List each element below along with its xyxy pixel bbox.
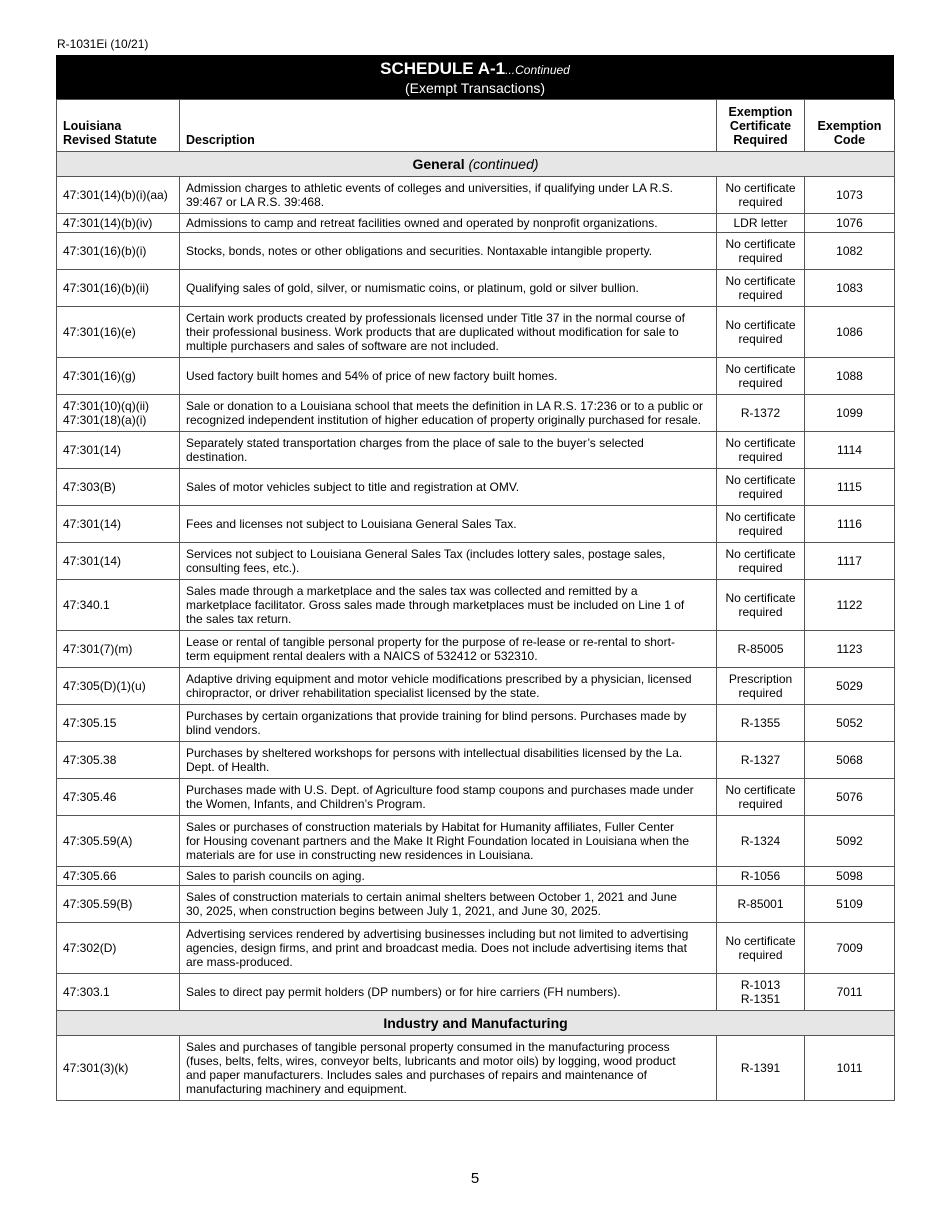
- certificate-cell: R-1372: [717, 395, 805, 432]
- table-row: [57, 395, 895, 432]
- code-cell: 5109: [805, 886, 895, 923]
- certificate-cell: LDR letter: [717, 214, 805, 233]
- code-cell: 1123: [805, 631, 895, 668]
- code-cell: 1114: [805, 432, 895, 469]
- code-cell: 5029: [805, 668, 895, 705]
- statute-cell: 47:301(16)(b)(ii): [57, 270, 180, 307]
- certificate-cell: No certificate required: [717, 580, 805, 631]
- statute-cell: 47:305.59(B): [57, 886, 180, 923]
- statute-cell: 47:305.59(A): [57, 816, 180, 867]
- form-id: R-1031Ei (10/21): [57, 37, 149, 51]
- code-cell: 1086: [805, 307, 895, 358]
- code-cell: 1073: [805, 177, 895, 214]
- certificate-cell: No certificate required: [717, 177, 805, 214]
- description-cell: Sales or purchases of construction materials by Habitat for Humanity affiliates, Fuller Center for Housing covenant partners and the Make It Right Foundation located in Louisiana when the materials are for use in constructing new residences in Louisiana.: [180, 816, 717, 867]
- table-row: [57, 705, 895, 742]
- schedule-sheet: [56, 55, 894, 1101]
- code-cell: 5092: [805, 816, 895, 867]
- table-row: [57, 867, 895, 886]
- code-cell: 7009: [805, 923, 895, 974]
- description-cell: Purchases made with U.S. Dept. of Agriculture food stamp coupons and purchases made under the Women, Infants, and Children’s Program.: [180, 779, 717, 816]
- code-cell: 5068: [805, 742, 895, 779]
- certificate-cell: R-1391: [717, 1036, 805, 1101]
- table-row: [57, 506, 895, 543]
- statute-cell: 47:301(14)(b)(i)(aa): [57, 177, 180, 214]
- certificate-cell: R-1324: [717, 816, 805, 867]
- statute-cell: 47:305.66: [57, 867, 180, 886]
- certificate-cell: Prescription required: [717, 668, 805, 705]
- code-cell: 1122: [805, 580, 895, 631]
- section-header: [57, 1011, 895, 1036]
- description-cell: Purchases by certain organizations that provide training for blind persons. Purchases made by blind vendors.: [180, 705, 717, 742]
- description-cell: Adaptive driving equipment and motor vehicle modifications prescribed by a physician, licensed chiropractor, or driver rehabilitation specialist licensed by the state.: [180, 668, 717, 705]
- statute-cell: 47:305.38: [57, 742, 180, 779]
- code-cell: 1088: [805, 358, 895, 395]
- code-cell: 1076: [805, 214, 895, 233]
- certificate-cell: No certificate required: [717, 543, 805, 580]
- description-cell: Services not subject to Louisiana General Sales Tax (includes lottery sales, postage sales, consulting fees, etc.).: [180, 543, 717, 580]
- code-cell: 7011: [805, 974, 895, 1011]
- statute-cell: 47:303.1: [57, 974, 180, 1011]
- table-row: [57, 580, 895, 631]
- description-cell: Advertising services rendered by advertising businesses including but not limited to advertising agencies, design firms, and print and broadcast media. Does not include advertising items that are mass-produced.: [180, 923, 717, 974]
- page-number: 5: [470, 1170, 480, 1187]
- statute-cell: 47:301(16)(e): [57, 307, 180, 358]
- code-cell: 5076: [805, 779, 895, 816]
- description-cell: Separately stated transportation charges from the place of sale to the buyer’s selected destination.: [180, 432, 717, 469]
- certificate-cell: No certificate required: [717, 923, 805, 974]
- statute-cell: 47:301(10)(q)(ii) 47:301(18)(a)(i): [57, 395, 180, 432]
- code-cell: 5098: [805, 867, 895, 886]
- header-certificate: Exemption Certificate Required: [717, 100, 805, 152]
- table-row: [57, 543, 895, 580]
- statute-cell: 47:301(16)(b)(i): [57, 233, 180, 270]
- description-cell: Purchases by sheltered workshops for persons with intellectual disabilities licensed by the La. Dept. of Health.: [180, 742, 717, 779]
- table-row: [57, 307, 895, 358]
- code-cell: 1083: [805, 270, 895, 307]
- table-row: [57, 1036, 895, 1101]
- schedule-banner: [56, 55, 894, 99]
- certificate-cell: R-1056: [717, 867, 805, 886]
- statute-cell: 47:305.46: [57, 779, 180, 816]
- description-cell: Admissions to camp and retreat facilities owned and operated by nonprofit organizations.: [180, 214, 717, 233]
- certificate-cell: No certificate required: [717, 233, 805, 270]
- description-cell: Used factory built homes and 54% of price of new factory built homes.: [180, 358, 717, 395]
- statute-cell: 47:301(7)(m): [57, 631, 180, 668]
- header-code: Exemption Code: [805, 100, 895, 152]
- statute-cell: 47:302(D): [57, 923, 180, 974]
- certificate-cell: No certificate required: [717, 779, 805, 816]
- schedule-title: SCHEDULE A-1: [380, 59, 506, 78]
- table-row: [57, 233, 895, 270]
- description-cell: Sales to direct pay permit holders (DP numbers) or for hire carriers (FH numbers).: [180, 974, 717, 1011]
- code-cell: 1116: [805, 506, 895, 543]
- header-description: Description: [180, 100, 717, 152]
- statute-cell: 47:301(14)(b)(iv): [57, 214, 180, 233]
- table-row: [57, 214, 895, 233]
- statute-cell: 47:305(D)(1)(u): [57, 668, 180, 705]
- description-cell: Stocks, bonds, notes or other obligations and securities. Nontaxable intangible property.: [180, 233, 717, 270]
- statute-cell: 47:301(14): [57, 543, 180, 580]
- table-row: [57, 886, 895, 923]
- section-title: General: [412, 156, 465, 172]
- statute-cell: 47:305.15: [57, 705, 180, 742]
- code-cell: 1011: [805, 1036, 895, 1101]
- description-cell: Fees and licenses not subject to Louisiana General Sales Tax.: [180, 506, 717, 543]
- description-cell: Sales of motor vehicles subject to title and registration at OMV.: [180, 469, 717, 506]
- code-cell: 1082: [805, 233, 895, 270]
- section-header: [57, 152, 895, 177]
- description-cell: Certain work products created by professionals licensed under Title 37 in the normal course of their professional business. Work products that are duplicated without modification for sale to multiple purchasers and sales of software are not included.: [180, 307, 717, 358]
- code-cell: 1115: [805, 469, 895, 506]
- table-row: [57, 742, 895, 779]
- table-body: [57, 152, 895, 1101]
- code-cell: 1099: [805, 395, 895, 432]
- certificate-cell: No certificate required: [717, 432, 805, 469]
- table-row: [57, 816, 895, 867]
- description-cell: Sale or donation to a Louisiana school that meets the definition in LA R.S. 17:236 or to a public or recognized independent institution of higher education of property originally purchased for resale.: [180, 395, 717, 432]
- table-row: [57, 631, 895, 668]
- statute-cell: 47:301(14): [57, 506, 180, 543]
- continued-label: ...Continued: [505, 63, 570, 77]
- table-row: [57, 923, 895, 974]
- table-row: [57, 432, 895, 469]
- statute-cell: 47:340.1: [57, 580, 180, 631]
- certificate-cell: R-85005: [717, 631, 805, 668]
- description-cell: Sales and purchases of tangible personal property consumed in the manufacturing process (fuses, belts, felts, wires, conveyor belts, lubricants and motor oils) by logging, wood product and paper manufacturers. Includes sales and purchases of repairs and maintenance of manufacturing machinery and equipment.: [180, 1036, 717, 1101]
- statute-cell: 47:301(14): [57, 432, 180, 469]
- statute-cell: 47:301(16)(g): [57, 358, 180, 395]
- table-row: [57, 270, 895, 307]
- table-row: [57, 177, 895, 214]
- statute-cell: 47:301(3)(k): [57, 1036, 180, 1101]
- section-suffix: (continued): [468, 156, 539, 172]
- description-cell: Sales made through a marketplace and the sales tax was collected and remitted by a marketplace facilitator. Gross sales made through marketplaces must be included on Line 1 of the sales tax return.: [180, 580, 717, 631]
- certificate-cell: No certificate required: [717, 307, 805, 358]
- certificate-cell: No certificate required: [717, 358, 805, 395]
- description-cell: Admission charges to athletic events of colleges and universities, if qualifying under LA R.S. 39:467 or LA R.S. 39:468.: [180, 177, 717, 214]
- section-title: Industry and Manufacturing: [383, 1015, 568, 1031]
- description-cell: Lease or rental of tangible personal property for the purpose of re-lease or re-rental to short- term equipment rental dealers with a NAICS of 532412 or 532310.: [180, 631, 717, 668]
- table-row: [57, 668, 895, 705]
- table-row: [57, 358, 895, 395]
- table-row: [57, 974, 895, 1011]
- description-cell: Qualifying sales of gold, silver, or numismatic coins, or platinum, gold or silver bullion.: [180, 270, 717, 307]
- code-cell: 5052: [805, 705, 895, 742]
- description-cell: Sales of construction materials to certain animal shelters between October 1, 2021 and June 30, 2025, when construction begins between July 1, 2021, and June 30, 2025.: [180, 886, 717, 923]
- table-row: [57, 779, 895, 816]
- schedule-subtitle: (Exempt Transactions): [404, 80, 546, 96]
- description-cell: Sales to parish councils on aging.: [180, 867, 717, 886]
- certificate-cell: No certificate required: [717, 506, 805, 543]
- exemption-table: [56, 99, 895, 1101]
- certificate-cell: No certificate required: [717, 270, 805, 307]
- code-cell: 1117: [805, 543, 895, 580]
- header-statute: Louisiana Revised Statute: [57, 100, 180, 152]
- certificate-cell: R-1327: [717, 742, 805, 779]
- statute-cell: 47:303(B): [57, 469, 180, 506]
- certificate-cell: R-85001: [717, 886, 805, 923]
- certificate-cell: R-1013 R-1351: [717, 974, 805, 1011]
- certificate-cell: No certificate required: [717, 469, 805, 506]
- certificate-cell: R-1355: [717, 705, 805, 742]
- table-row: [57, 469, 895, 506]
